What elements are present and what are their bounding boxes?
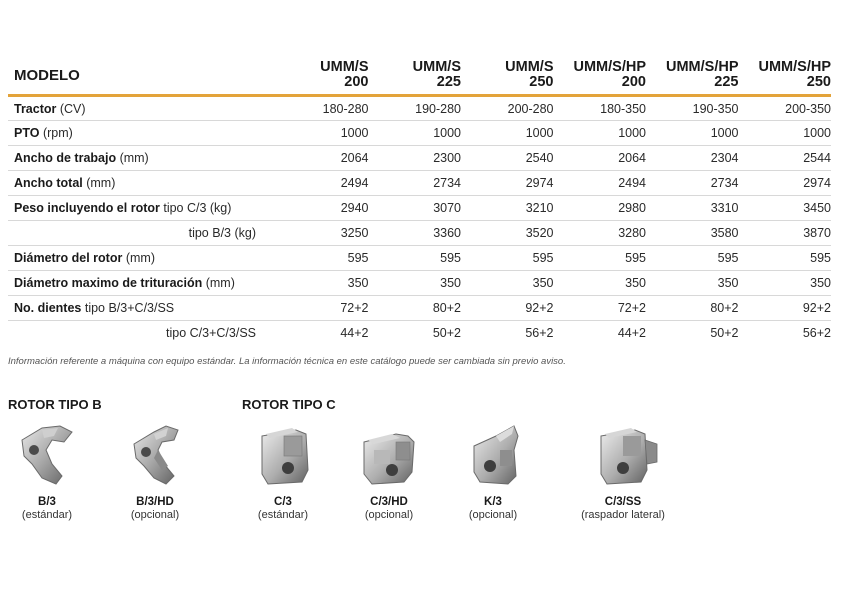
rotor-b-title: ROTOR TIPO B [8, 397, 102, 412]
table-cell: 2300 [433, 151, 461, 165]
table-body [8, 96, 831, 346]
c-tooth-hd-icon [352, 420, 426, 490]
column-header-line1: UMM/S [320, 59, 369, 75]
table-cell: 1000 [340, 126, 369, 140]
table-cell: 2734 [433, 176, 461, 190]
row-label [8, 321, 276, 346]
tooth-code: B/3 [38, 496, 56, 508]
table-cell: 1000 [525, 126, 554, 140]
row-label-bold: Diámetro maximo de trituración [14, 276, 203, 290]
table-cell: 50+2 [432, 326, 461, 341]
column-header-line2: 200 [621, 74, 646, 90]
tooth-desc: (estándar) [257, 509, 309, 521]
row-label [8, 221, 276, 246]
table-cell: 2494 [340, 176, 369, 190]
column-header [554, 52, 647, 96]
column-header-line2: 225 [714, 74, 739, 90]
tooth-c3-ss [578, 420, 668, 521]
row-label-bold: Ancho de trabajo [14, 151, 117, 165]
table-row [8, 221, 831, 246]
row-label-bold: Peso incluyendo el rotor [14, 201, 160, 215]
table-cell: 2974 [525, 176, 554, 190]
c-tooth-icon [246, 420, 320, 490]
column-header [739, 52, 832, 96]
table-cell: 80+2 [432, 301, 461, 315]
tooth-desc: (estándar) [21, 509, 73, 521]
table-cell: 50+2 [710, 326, 739, 341]
tooth-desc: (opcional) [364, 509, 414, 521]
table-cell: 3210 [525, 201, 554, 215]
column-header-line1: UMM/S [505, 59, 554, 75]
row-label-unit: tipo C/3+C/3/SS [166, 326, 256, 341]
table-cell: 2064 [340, 151, 369, 165]
column-header [276, 52, 369, 96]
column-header [461, 52, 554, 96]
table-cell: 350 [440, 276, 461, 290]
row-label [8, 121, 276, 146]
table-cell: 3580 [710, 226, 739, 240]
row-label-unit: (CV) [56, 101, 86, 116]
row-label [8, 296, 276, 321]
column-header-line1: UMM/S/HP [666, 59, 739, 75]
table-row [8, 96, 831, 121]
tooth-desc: (raspador lateral) [581, 509, 665, 521]
table-cell: 350 [717, 276, 739, 290]
table-cell: 3310 [710, 201, 739, 215]
table-cell: 2940 [340, 201, 369, 215]
column-header-line1: UMM/S/HP [758, 59, 831, 75]
column-header-line1: UMM/S [412, 59, 461, 75]
table-row [8, 296, 831, 321]
table-cell: 350 [347, 276, 369, 290]
column-header-line1: UMM/S/HP [573, 59, 646, 75]
tooth-code: K/3 [484, 496, 502, 508]
table-header-row [8, 52, 831, 96]
row-label-unit: tipo B/3+C/3/SS [81, 301, 175, 315]
table-cell: 1000 [803, 126, 831, 140]
table-cell: 44+2 [340, 326, 369, 341]
tooth-code: C/3/SS [604, 496, 642, 508]
table-cell: 595 [717, 251, 739, 265]
row-label-unit: tipo B/3 (kg) [188, 226, 256, 240]
row-label-bold: PTO [14, 126, 40, 140]
row-label-bold: Tractor [14, 101, 57, 116]
table-cell: 56+2 [525, 326, 554, 341]
row-label [8, 171, 276, 196]
column-header-line2: 250 [806, 74, 831, 90]
table-cell: 2544 [803, 151, 831, 165]
table-cell: 180-280 [322, 101, 369, 116]
table-cell: 190-280 [415, 101, 461, 116]
column-header-line2: 200 [344, 74, 369, 90]
column-header-line2: 225 [436, 74, 461, 90]
table-row [8, 321, 831, 346]
table-cell: 1000 [618, 126, 646, 140]
table-row [8, 271, 831, 296]
b-tooth-hd-icon [120, 420, 190, 490]
table-cell: 350 [625, 276, 646, 290]
table-row [8, 121, 831, 146]
tooth-code: C/3 [274, 496, 292, 508]
disclaimer-note: Información referente a máquina con equipo estándar. La información técnica en este catálogo puede ser cambiada sin previo aviso. [8, 356, 566, 367]
table-cell: 92+2 [802, 301, 831, 315]
table-cell: 3450 [803, 201, 831, 215]
rotor-c-title: ROTOR TIPO C [242, 397, 336, 412]
row-label-unit: (mm) [122, 251, 155, 265]
column-header [646, 52, 739, 96]
row-label [8, 146, 276, 171]
table-cell: 3870 [803, 226, 831, 240]
table-cell: 350 [532, 276, 554, 290]
table-row [8, 196, 831, 221]
spec-table [8, 52, 831, 346]
row-label-bold: Ancho total [14, 176, 83, 190]
table-cell: 72+2 [617, 301, 646, 315]
table-row [8, 246, 831, 271]
table-cell: 595 [810, 251, 831, 265]
table-cell: 350 [810, 276, 831, 290]
k-tooth-icon [456, 420, 530, 490]
table-cell: 2064 [618, 151, 646, 165]
row-label-unit: (rpm) [39, 126, 73, 140]
column-header-line2: 250 [529, 74, 554, 90]
table-cell: 72+2 [340, 301, 369, 315]
row-label-unit: (mm) [202, 276, 235, 290]
row-label-unit: (mm) [82, 176, 116, 190]
row-label [8, 271, 276, 296]
tooth-k3 [448, 420, 538, 521]
tooth-b3 [2, 420, 92, 521]
row-label-bold: No. dientes [14, 301, 82, 315]
row-label-bold: Diámetro del rotor [14, 251, 123, 265]
tooth-code: B/3/HD [136, 496, 174, 508]
table-cell: 3520 [525, 226, 554, 240]
row-label-unit: tipo C/3 (kg) [159, 201, 232, 215]
table-cell: 595 [440, 251, 461, 265]
table-cell: 595 [347, 251, 369, 265]
table-row [8, 171, 831, 196]
column-header [369, 52, 462, 96]
table-cell: 92+2 [525, 301, 554, 315]
table-cell: 56+2 [802, 326, 831, 341]
b-tooth-icon [12, 420, 82, 490]
tooth-desc: (opcional) [468, 509, 518, 521]
tooth-c3 [238, 420, 328, 521]
table-cell: 3250 [340, 226, 369, 240]
table-cell: 3280 [618, 226, 646, 240]
table-cell: 2304 [710, 151, 739, 165]
tooth-code: C/3/HD [370, 496, 408, 508]
c-tooth-ss-icon [583, 420, 663, 490]
table-cell: 190-350 [692, 101, 739, 116]
table-cell: 180-350 [600, 101, 646, 116]
table-cell: 3360 [433, 226, 461, 240]
table-cell: 44+2 [617, 326, 646, 341]
table-cell: 200-280 [507, 101, 554, 116]
table-cell: 595 [532, 251, 554, 265]
table-cell: 3070 [433, 201, 461, 215]
tooth-desc: (opcional) [130, 509, 180, 521]
table-cell: 2540 [525, 151, 554, 165]
row-label [8, 196, 276, 221]
table-row [8, 146, 831, 171]
table-cell: 595 [625, 251, 646, 265]
table-cell: 80+2 [710, 301, 739, 315]
table-cell: 200-350 [785, 101, 831, 116]
table-cell: 2974 [803, 176, 831, 190]
tooth-c3-hd [344, 420, 434, 521]
table-cell: 2734 [710, 176, 739, 190]
table-cell: 2980 [618, 201, 646, 215]
header-modelo: MODELO [14, 66, 80, 84]
row-label [8, 96, 276, 121]
table-cell: 2494 [618, 176, 646, 190]
row-label-unit: (mm) [116, 151, 149, 165]
table-cell: 1000 [710, 126, 739, 140]
table-cell: 1000 [433, 126, 461, 140]
tooth-b3-hd [110, 420, 200, 521]
row-label [8, 246, 276, 271]
